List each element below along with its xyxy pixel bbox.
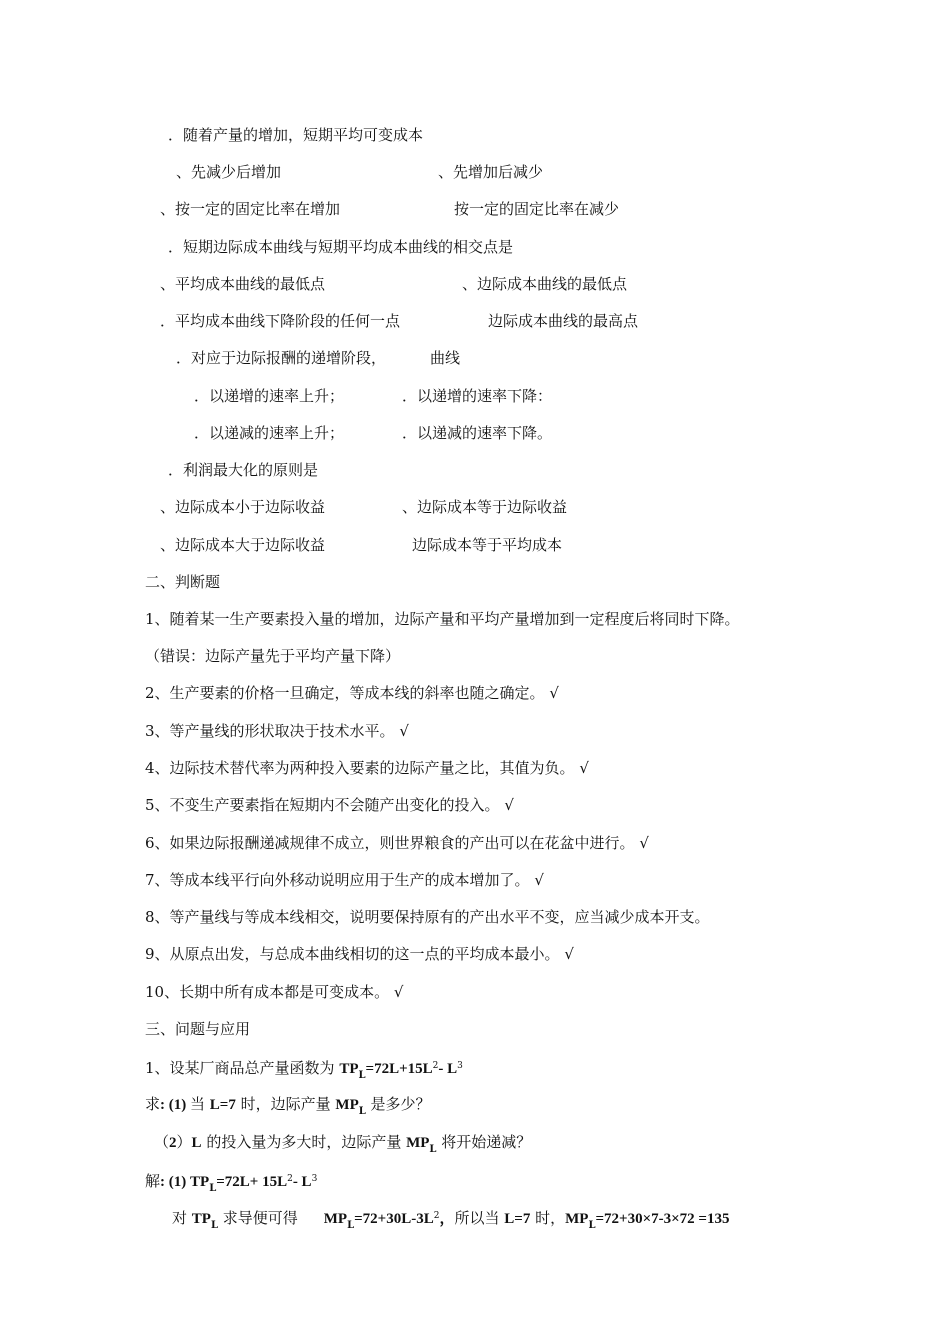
option-intersect-b: 、边际成本曲线的最低点 <box>462 275 628 293</box>
option-intersect-a: 、平均成本曲线的最低点 <box>160 275 326 293</box>
judgment-item: 5、不变生产要素指在短期内不会随产出变化的投入。 √ <box>145 796 514 814</box>
judgment-item: 6、如果边际报酬递减规律不成立，则世界粮食的产出可以在花盆中进行。 √ <box>145 834 649 852</box>
judgment-item: 8、等产量线与等成本线相交，说明要保持原有的产出水平不变，应当减少成本开支。 <box>145 908 710 926</box>
question-intersect-stem: ．短期边际成本曲线与短期平均成本曲线的相交点是 <box>168 238 514 256</box>
option-profit-d: 边际成本等于平均成本 <box>412 536 563 554</box>
judgment-heading: 二、判断题 <box>145 573 221 591</box>
judgment-item: 9、从原点出发，与总成本曲线相切的这一点的平均成本最小。 √ <box>145 945 574 963</box>
option-avc-d: 按一定的固定比率在减少 <box>454 200 620 218</box>
option-profit-c: 、边际成本大于边际收益 <box>160 536 326 554</box>
option-avc-b: 、先增加后减少 <box>438 163 544 181</box>
problem-1-solution-1: 解: (1) $TP_L=72L+ 15L^2-$ $L^3$ <box>145 1172 318 1194</box>
option-intersect-c: ．平均成本曲线下降阶段的任何一点 <box>160 312 401 330</box>
option-profit-b: 、边际成本等于边际收益 <box>402 498 568 516</box>
problem-1-question-1: 求: (1) 当 L=7 时，边际产量 $MP_L$ 是多少？ <box>145 1095 431 1117</box>
question-returns-stem <box>176 347 460 369</box>
application-heading: 三、问题与应用 <box>145 1020 251 1038</box>
judgment-item: 3、等产量线的形状取决于技术水平。 √ <box>145 722 409 740</box>
judgment-item: 4、边际技术替代率为两种投入要素的边际产量之比，其值为负。 √ <box>145 759 589 777</box>
option-avc-a: 、先减少后增加 <box>176 163 282 181</box>
judgment-item: 7、等成本线平行向外移动说明应用于生产的成本增加了。 √ <box>145 871 544 889</box>
problem-1-solution-2: 对 $TP_L$ 求导便可得 $MP_L=72+30L-3L^2$，所以当 L=7 时，$MP_L=72+30\times 7-3\times 72 =135$ <box>172 1209 730 1231</box>
question-returns-stem-tail: 曲线 <box>430 349 461 367</box>
option-returns-a: ．以递增的速率上升； <box>194 387 345 405</box>
question-returns-stem-text: ．对应于边际报酬的递增阶段， <box>176 349 387 367</box>
option-avc-c: 、按一定的固定比率在增加 <box>160 200 341 218</box>
judgment-item: （错误：边际产量先于平均产量下降） <box>145 647 401 665</box>
question-profit-stem: ．利润最大化的原则是 <box>168 461 319 479</box>
problem-1-statement: 1、设某厂商品总产量函数为 $TP_L=72L+15L^2-$ $L^3$ <box>145 1059 463 1081</box>
problem-1-question-2: （2）L 的投入量为多大时，边际产量 $MP_L$ 将开始递减？ <box>154 1133 532 1155</box>
judgment-item: 10、长期中所有成本都是可变成本。 √ <box>145 983 404 1001</box>
question-avc-stem: ．随着产量的增加，短期平均可变成本 <box>168 126 424 144</box>
judgment-item: 2、生产要素的价格一旦确定，等成本线的斜率也随之确定。 √ <box>145 684 559 702</box>
option-profit-a: 、边际成本小于边际收益 <box>160 498 326 516</box>
option-returns-b: ．以递增的速率下降： <box>402 387 553 405</box>
option-returns-c: ．以递减的速率上升； <box>194 424 345 442</box>
option-returns-d: ．以递减的速率下降。 <box>402 424 553 442</box>
judgment-item: 1、随着某一生产要素投入量的增加，边际产量和平均产量增加到一定程度后将同时下降。 <box>145 610 740 628</box>
option-intersect-d: 边际成本曲线的最高点 <box>488 312 639 330</box>
